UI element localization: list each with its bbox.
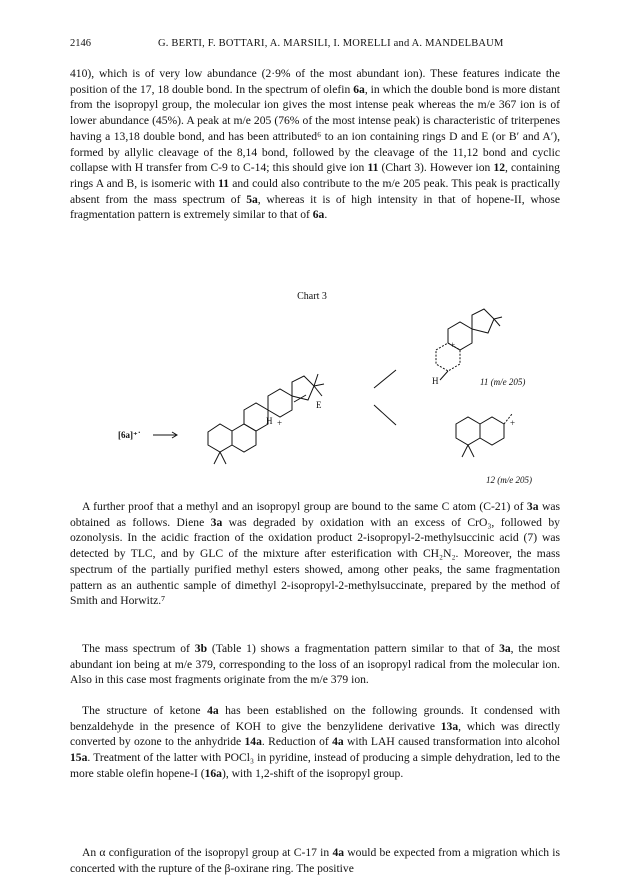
paragraph-2: A further proof that a methyl and an isopropyl group are bound to the same C atom (C-21) of 3a was obtained as follows. Diene 3a was degraded by oxidation with an excess of CrO₃, followed by ozonolysis. In the acidic fraction of the oxidation product 2-isopropyl-2-methylsuccinic acid (7) was detected by TLC, and by GLC of the mixture after esterification with CH₂N₂. Moreover, the mass spectrum of the partially purified methyl esters showed, among other peaks, the same fragmentation pattern as an authentic sample of dimethyl 2-isopropyl-2-methylsuccinate, prepared by the method of Smith and Horwitz.⁷ xyxy=(70,500,561,608)
chart-title: Chart 3 xyxy=(297,291,327,302)
chart-3-scheme xyxy=(118,310,590,510)
reactant-label: [6a]⁺˙ xyxy=(118,430,141,440)
author-line: G. BERTI, F. BOTTARI, A. MARSILI, I. MORELLI and A. MANDELBAUM xyxy=(158,38,504,49)
paragraph-4: The structure of ketone 4a has been established on the following grounds. It condensed with benzaldehyde in the presence of KOH to give the benzylidene derivative 13a, which was directly converted by ozone to the anhydride 14a. Reduction of 4a with LAH caused transformation into alcohol 15a. Treatment of the latter with POCl₃ in pyridine, instead of producing a simple dehydration, led to the more stable olefin hopene-I (16a), with 1,2-shift of the isopropyl group. xyxy=(70,704,561,780)
ion-11-structure xyxy=(436,309,502,380)
ion-12-plus: + xyxy=(510,418,516,428)
paragraph-1: 410), which is of very low abundance (2·9% of the most abundant ion). These features indicate the position of the 17, 18 double bond. In the spectrum of olefin 6a, in which the double bond is more distant from the isopropyl group, the molecular ion gives the most intense peak whereas the m/e 367 ion is of lower abundance (45%). A peak at m/e 205 (76% of the most intense peak) is characteristic of triterpenes having a 13,18 double bond, and has been attributed⁶ to an ion containing rings D and E (or B′ and A′), formed by allylic cleavage of the 8,14 bond, followed by the cleavage of the 11,12 bond and cyclic collapse with H transfer from C-9 to C-14; this should give ion 11 (Chart 3). However ion 12, containing rings A and B, is isomeric with 11 and could also contribute to the m/e 205 peak. This peak is practically absent from the mass spectrum of 5a, whereas it is of high intensity in that of hopene-II, whose fragmentation pattern is extremely similar to that of 6a. xyxy=(70,67,561,222)
ion-12-label: 12 (m/e 205) xyxy=(486,475,532,485)
ion-11-hydrogen: H xyxy=(432,376,439,386)
ion-11-plus: + xyxy=(450,340,456,350)
ion-11-label: 11 (m/e 205) xyxy=(480,377,526,387)
arrow-to-ion-12 xyxy=(374,405,396,425)
ion-12-structure xyxy=(456,414,512,457)
running-header xyxy=(70,38,560,52)
page-number: 2146 xyxy=(70,38,91,49)
paragraph-3: The mass spectrum of 3b (Table 1) shows a fragmentation pattern similar to that of 3a, the most abundant ion being at m/e 379, corresponding to the loss of an isopropyl radical from the molecular ion. Also in this case most fragments originate from the m/e 379 ion. xyxy=(70,642,560,687)
paragraph-5: An α configuration of the isopropyl group at C-17 in 4a would be expected from a migration which is concerted with the rupture of the β-oxirane ring. The positive xyxy=(70,846,560,875)
plus-charge: + xyxy=(277,418,283,428)
hydrogen-label: H xyxy=(266,416,273,426)
arrow-to-ion-11 xyxy=(374,370,396,388)
ring-e-label: E xyxy=(316,400,322,410)
